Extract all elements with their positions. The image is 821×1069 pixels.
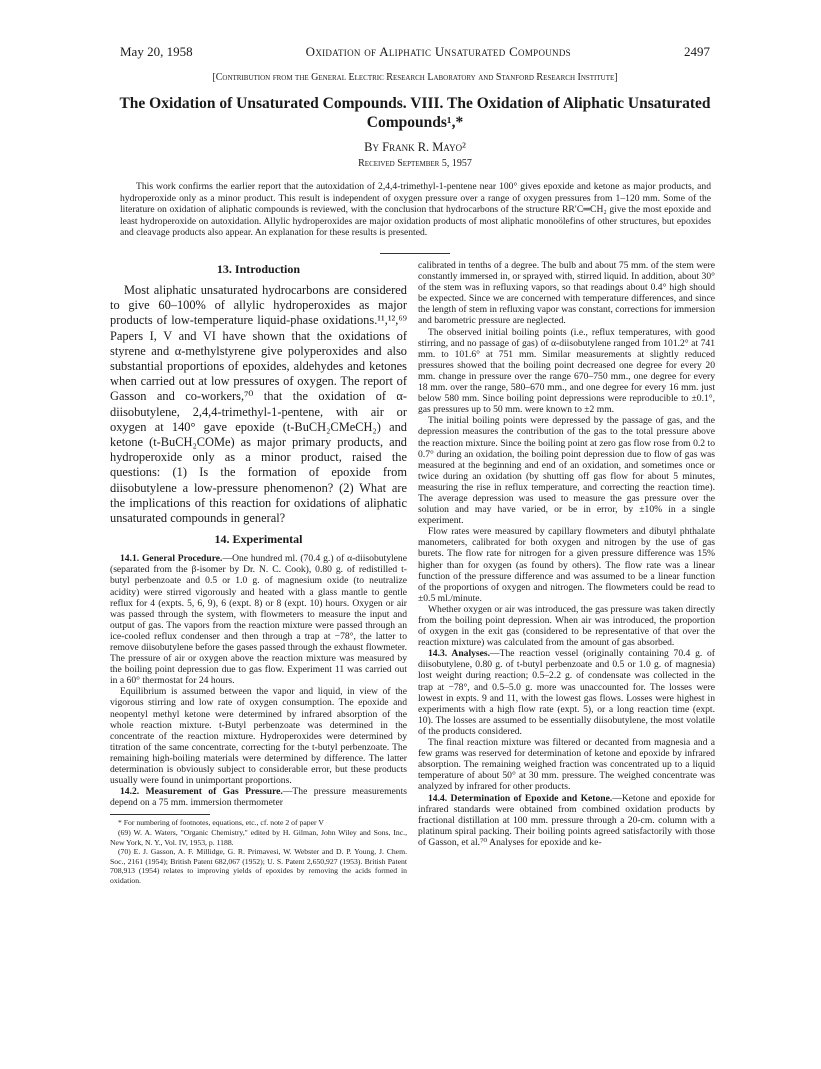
paragraph-lead: 14.1. General Procedure. (120, 553, 223, 565)
paragraph-analyses (418, 648, 715, 737)
paragraph-text: —The pressure measurements depend on a 75 mm. immersion thermometer (110, 786, 407, 809)
page-number: 2497 (683, 44, 710, 59)
right-column (418, 260, 715, 848)
article-title: The Oxidation of Unsaturated Compounds. VIII. The Oxidation of Aliphatic Unsaturated Compounds¹,* (119, 95, 711, 131)
abstract-divider (380, 253, 450, 254)
footnote-70: (70) E. J. Gasson, A. F. Millidge, G. R. Primavesi, W. Webster and D. P. Young, J. Chem. Soc., 2161 (1954); British Patent 682,067 (1952); U. S. Patent 2,650,927 (1953). British Patent 708,913 (1954) relates to improving yields of epoxides by removing the acids formed in oxidation. (110, 847, 407, 885)
paragraph-depression: The initial boiling points were depressed by the passage of gas, and the depression measures the contribution of the gas to the total pressure above the reaction mixture. Since the boiling point at zero gas flow rose from 0.2 to 0.7° during an oxidation, the boiling point depression due to flow of gas was measured at the beginning and end of an oxidation, and sometimes once or twice during an oxidation (by shutting off gas flow for about 5 minutes, measuring the rise in reflux temperature, and correcting the reaction time). The average depression was used to measure the gas pressure over the solution and may have varied, or be in error, by ±10% in a single experiment. (418, 415, 715, 527)
paragraph-lead: 14.2. Measurement of Gas Pressure. (120, 786, 283, 798)
paragraph-epoxide-ketone (418, 793, 715, 848)
received-date: Received September 5, 1957 (358, 158, 472, 169)
paragraph-text: —The reaction vessel (originally containing 70.4 g. of diisobutylene, 0.80 g. of t-butyl perbenzoate and 0.5 or 1.0 g. of magnesia) lost weight during reaction; 0.5–2.2 g. of condensate was collected in the trap at −78°, and 0.5–5.0 g. more was unaccounted for. The losses were lowest in expts. 9 and 11, with the lowest gas flows. Losses were highest in experiments with a high flow rate (expt. 5), or a long reaction time (expt. 10). The losses are assumed to be essentially diisobutylene, the most volatile of the products considered. (418, 648, 716, 737)
introduction-paragraph: Most aliphatic unsaturated hydrocarbons are considered to give 60–100% of allylic hydroperoxides as major products of low-temperature liquid-phase oxidations.¹¹,¹²,⁶⁹ Papers I, V and VI have shown that the oxidations of styrene and α-methylstyrene give polyperoxides and also substantial proportions of epoxides, aldehydes and ketones when carried out at low pressures of oxygen. The report of Gasson and co-workers,⁷⁰ that the oxidation of α-diisobutylene, 2,4,4-trimethyl-1-pentene, with air or oxygen at 140° gave epoxide (t-BuCH₂CMeCH₂) and ketone (t-BuCH₂COMe) as major primary products, and hydroperoxide only as a minor product, raised the questions: (1) Is the formation of epoxide from diisobutylene a low-pressure phenomenon? (2) What are the implications of this reaction for oxidations of aliphatic unsaturated compounds in general? (110, 283, 407, 526)
footnote-69: (69) W. A. Waters, "Organic Chemistry," edited by H. Gilman, John Wiley and Sons, Inc., New York, N. Y., Vol. IV, 1953, p. 1188. (110, 828, 407, 847)
paragraph-boiling-points: The observed initial boiling points (i.e., reflux temperatures, with good stirring, and no passage of gas) of α-diisobutylene ranged from 101.2° at 741 mm. to 101.6° at 751 mm. Similar measurements at slightly reduced pressures showed that the boiling point decreased one degree for every 20 mm. change in pressure over the range 670–750 mm., one degree for every 18 mm. over the range, 580–670 mm., and one degree for every 16 mm. just below 580 mm. Since boiling point depressions were reproducible to ±0.1°, gas pressures up to 50 mm. were known to ±2 mm. (418, 326, 715, 416)
contribution-line: [Contribution from the General Electric Research Laboratory and Stanford Research Institute] (212, 72, 618, 83)
paragraph-text: —Ketone and epoxide for infrared standards were obtained from combined oxidation products by fractional distillation at 100 mm. pressure through a 20-cm. column with a platinum spiral packing. Their boiling points agreed satisfactorily with those of Gasson, et al.⁷⁰ Analyses for epoxide and ke- (418, 792, 715, 848)
issue-date: May 20, 1958 (120, 44, 193, 59)
paragraph-general-procedure (110, 553, 407, 686)
paragraph-gas-pressure-air: Whether oxygen or air was introduced, the gas pressure was taken directly from the boiling point depression. When air was introduced, the proportion of oxygen in the exit gas (considered to be representative of that over the reaction mixture) was calculated from the amount of gas absorbed. (418, 603, 715, 649)
paragraph-thermometer: calibrated in tenths of a degree. The bulb and about 75 mm. of the stem were constantly immersed in, or sprayed with, stirred liquid. In addition, about 30° of the stem was in refluxing vapors, so that readings about 0.4° high should be expected. Since we are concerned with temperature differences, and since the length of stem in refluxing vapor was constant, corrections for immersion and barometric pressure are neglected. (418, 260, 715, 327)
paragraph-equilibrium: Equilibrium is assumed between the vapor and liquid, in view of the vigorous stirring and low rate of oxygen consumption. The epoxide and neopentyl methyl ketone were determined by infrared absorption of the whole reaction mixture. t-Butyl perbenzoate was determined in the concentrate of the reaction mixture. Hydroperoxides were determined by titration of the same concentrate, correcting for the t-butyl perbenzoate. The remaining high-boiling materials were determined by difference. The latter determination is obviously subject to considerable error, but these products usually were found in unimportant proportions. (110, 686, 407, 787)
paragraph-text: —One hundred ml. (70.4 g.) of α-diisobutylene (separated from the β-isomer by Dr. N. C. Cook), 0.80 g. of redistilled t-butyl perbenzoate and 0.5 or 1.0 g. of magnesium oxide (to neutralize acidity) were stirred vigorously and heated with a glass mantle to gentle reflux for 4 (expts. 5, 6, 9), 6 (expt. 8) or 8 (expt. 10) hours. Oxygen or air was passed through the system, with flowmeters to measure the input and output of gas. The vapors from the reaction mixture were passed through an ice-cooled reflux condenser and then through a trap at −78°, the latter to remove diisobutylene before the gases passed through the exhaust flowmeter. The pressure of air or oxygen above the reaction mixture was measured by the boiling point depression due to gas flow. Experiment 11 was carried out in a 60° thermostat for 24 hours. (110, 553, 407, 687)
paragraph-lead: 14.4. Determination of Epoxide and Ketone. (428, 792, 613, 804)
section-heading-introduction: 13. Introduction (216, 262, 301, 276)
footnote-star: * For numbering of footnotes, equations, etc., cf. note 2 of paper V (118, 818, 324, 828)
running-head (120, 44, 710, 60)
footnote-divider (110, 814, 210, 815)
paragraph-lead: 14.3. Analyses. (428, 648, 491, 660)
abstract: This work confirms the earlier report that the autoxidation of 2,4,4-trimethyl-1-pentene near 100° gives epoxide and ketone as major products, and hydroperoxide only as a minor product. This result is independent of oxygen pressure over a range of oxygen pressures from 1–120 mm. Some of the literature on oxidation of aliphatic compounds is reviewed, with the conclusion that hydrocarbons of the structure RR′C═CH₂ give the most epoxide and least hydroperoxide on autoxidation. Allylic hydroperoxides are major oxidation products of most aliphatic monoölefins of other structures, but epoxides and cleavage products also appear. An explanation for these results is presented. (120, 181, 711, 239)
paragraph-final-mixture: The final reaction mixture was filtered or decanted from magnesia and a few grams was reserved for determination of ketone and epoxide by infrared absorption. The remaining weighed fraction was concentrated up to a liquid temperature of about 50° at 30 mm. pressure. The weighed concentrate was analyzed by infrared for other products. (418, 737, 715, 793)
running-title: Oxidation of Aliphatic Unsaturated Compounds (305, 44, 571, 59)
paragraph-gas-pressure (110, 786, 407, 808)
paragraph-flow-rates: Flow rates were measured by capillary flowmeters and dibutyl phthalate manometers, calibrated for both oxygen and nitrogen by the use of gas burets. The flow rate for nitrogen for a given pressure difference was 15% higher than for oxygen (as found by others). The flow rate was a linear function of the pressure difference and was assumed to be a linear function of the proportions of oxygen and nitrogen. The flowmeters could be read to ±0.5 ml./minute. (418, 526, 715, 604)
left-column (110, 260, 407, 886)
author-line: By Frank R. Mayo² (364, 140, 466, 154)
section-heading-experimental: 14. Experimental (214, 532, 303, 547)
